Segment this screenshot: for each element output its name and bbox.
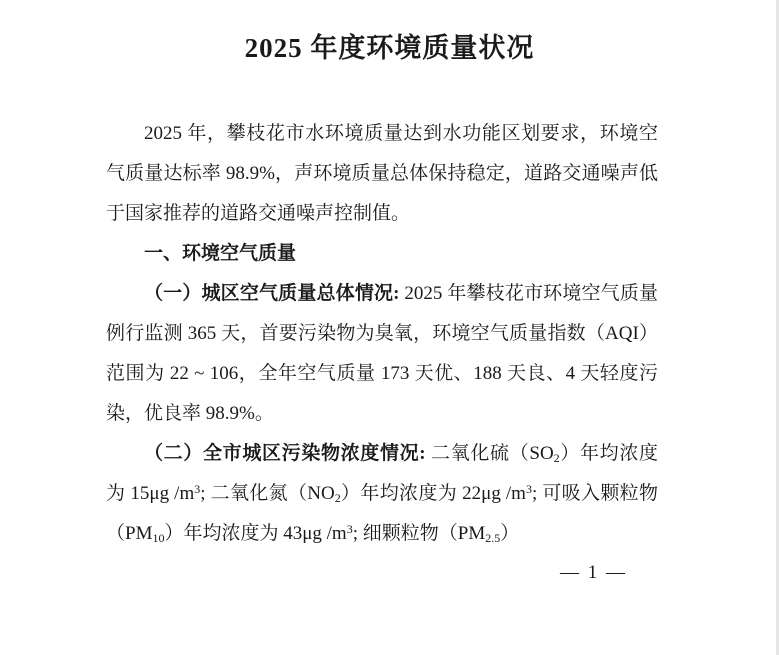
section-heading-air-quality: 一、环境空气质量 — [144, 243, 297, 264]
document-title: 2025 年度环境质量状况 — [244, 33, 535, 63]
subscript: 2.5 — [485, 531, 501, 545]
subscript: 2 — [334, 491, 341, 505]
pollutant-text: ; 二氧化氮（NO — [200, 483, 335, 504]
pollutant-text: ）年均浓度为 15μg /m — [106, 443, 658, 504]
page-number: — 1 — — [560, 562, 627, 583]
intro-paragraph: 2025 年，攀枝花市水环境质量达到水功能区划要求，环境空气质量达标率 98.9%，声环境质量总体保持稳定，道路交通噪声低于国家推荐的道路交通噪声控制值。 — [106, 123, 658, 224]
superscript: 3 — [194, 482, 201, 496]
superscript: 3 — [525, 482, 532, 496]
subheading-overall: （一）城区空气质量总体情况: — [144, 283, 400, 304]
paragraph-pollutant-concentration — [106, 434, 658, 554]
subscript: 10 — [152, 531, 165, 545]
paragraph-overall-air-quality — [106, 274, 658, 434]
overall-text: 2025 年攀枝花市环境空气质量例行监测 365 天，首要污染物为臭氧，环境空气质量指数（AQI）范围为 22 ~ 106，全年空气质量 173 天优、188 天良、4 天轻度污染，优良率 98.9%。 — [106, 283, 658, 424]
subscript: 2 — [553, 451, 560, 465]
pollutant-text: ; 可吸入颗粒物（PM — [106, 483, 658, 544]
document-body — [106, 114, 658, 554]
pollutant-text: 二氧化硫（SO — [425, 443, 554, 464]
pollutant-text: ; 细颗粒物（PM — [352, 523, 486, 544]
superscript: 3 — [346, 522, 353, 536]
pollutant-text: ）年均浓度为 43μg /m — [164, 523, 347, 544]
pollutant-text: ） — [500, 523, 520, 544]
subheading-pollutants: （二）全市城区污染物浓度情况: — [144, 443, 426, 464]
pollutant-text: ）年均浓度为 22μg /m — [340, 483, 526, 504]
